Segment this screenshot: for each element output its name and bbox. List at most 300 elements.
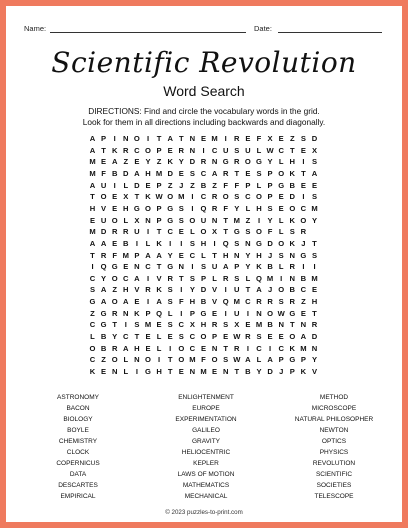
grid-letter: Q: [156, 308, 163, 318]
grid-letter: N: [234, 250, 240, 260]
grid-letter: I: [191, 203, 194, 213]
grid-letter: A: [245, 355, 251, 365]
grid-letter: H: [123, 285, 129, 295]
grid-letter: T: [212, 250, 217, 260]
grid-letter: P: [212, 332, 218, 342]
grid-letter: O: [289, 332, 296, 342]
grid-letter: P: [101, 134, 107, 143]
grid-letter: G: [222, 157, 229, 167]
grid-letter: D: [311, 134, 318, 143]
grid-letter: I: [313, 262, 316, 272]
grid-letter: G: [200, 308, 207, 318]
grid-letter: I: [180, 238, 183, 248]
grid-letter: D: [100, 227, 107, 237]
grid-letter: I: [191, 192, 194, 202]
grid-letter: E: [167, 145, 173, 155]
grid-letter: Z: [212, 180, 217, 190]
grid-letter: T: [156, 134, 162, 143]
grid-letter: P: [200, 273, 207, 283]
grid-letter: E: [145, 343, 151, 353]
grid-letter: Z: [245, 215, 251, 225]
word-list-item: ASTRONOMY: [57, 394, 99, 401]
grid-letter: W: [277, 308, 285, 318]
grid-letter: N: [123, 134, 129, 143]
grid-letter: M: [255, 320, 263, 330]
grid-letter: H: [200, 238, 207, 248]
grid-letter: Q: [222, 238, 229, 248]
grid-letter: R: [200, 157, 207, 167]
grid-letter: G: [100, 320, 107, 330]
grid-letter: R: [211, 320, 218, 330]
grid-letter: P: [267, 168, 273, 178]
grid-letter: Y: [256, 367, 262, 376]
grid-letter: I: [146, 297, 150, 307]
grid-letter: T: [167, 367, 173, 376]
grid-letter: G: [167, 203, 174, 213]
grid-letter: U: [134, 227, 140, 237]
grid-letter: T: [234, 168, 240, 178]
grid-letter: A: [156, 250, 162, 260]
grid-letter: C: [278, 145, 284, 155]
grid-letter: A: [167, 134, 173, 143]
word-list-item: EXPERIMENTATION: [175, 416, 237, 423]
grid-letter: K: [289, 343, 296, 353]
grid-letter: T: [312, 238, 317, 248]
word-list-item: TELESCOPE: [314, 493, 354, 500]
grid-letter: Z: [156, 157, 162, 167]
grid-letter: F: [101, 168, 106, 178]
grid-letter: E: [178, 250, 184, 260]
grid-letter: S: [167, 320, 173, 330]
grid-letter: T: [90, 250, 95, 260]
name-label: Name:: [24, 24, 47, 33]
grid-letter: L: [123, 367, 129, 376]
grid-letter: E: [123, 262, 129, 272]
grid-letter: O: [200, 332, 207, 342]
grid-letter: N: [289, 250, 296, 260]
grid-letter: I: [146, 227, 150, 237]
grid-letter: A: [145, 250, 151, 260]
grid-letter: N: [134, 262, 140, 272]
grid-letter: K: [156, 285, 162, 295]
grid-letter: L: [256, 145, 262, 155]
grid-letter: Y: [178, 157, 184, 167]
grid-letter: A: [311, 168, 318, 178]
grid-letter: Y: [101, 273, 107, 283]
grid-letter: O: [211, 355, 218, 365]
grid-letter: C: [123, 273, 129, 283]
grid-letter: B: [267, 320, 273, 330]
grid-letter: E: [245, 134, 251, 143]
grid-letter: E: [311, 180, 318, 190]
grid-letter: N: [211, 157, 218, 167]
grid-letter: L: [156, 343, 162, 353]
grid-letter: S: [311, 157, 318, 167]
grid-letter: Y: [311, 355, 318, 365]
grid-letter: C: [123, 332, 129, 342]
grid-letter: E: [101, 367, 107, 376]
grid-letter: Y: [245, 250, 251, 260]
grid-letter: G: [167, 215, 174, 225]
grid-letter: A: [300, 332, 307, 342]
grid-letter: M: [189, 355, 196, 365]
grid-letter: L: [256, 355, 262, 365]
grid-letter: S: [178, 332, 184, 342]
grid-letter: H: [156, 367, 162, 376]
grid-letter: O: [111, 273, 118, 283]
grid-letter: O: [278, 238, 285, 248]
grid-letter: R: [289, 262, 296, 272]
grid-letter: O: [145, 145, 151, 155]
grid-letter: P: [134, 250, 140, 260]
grid-letter: G: [256, 238, 262, 248]
grid-letter: X: [134, 215, 140, 225]
grid-letter: L: [278, 227, 284, 237]
grid-letter: C: [300, 285, 307, 295]
grid-letter: L: [278, 215, 284, 225]
grid-letter: S: [223, 320, 229, 330]
grid-letter: P: [245, 180, 251, 190]
grid-letter: N: [134, 355, 140, 365]
grid-letter: U: [100, 215, 107, 225]
grid-letter: D: [289, 192, 296, 202]
grid-letter: R: [100, 250, 107, 260]
grid-letter: A: [111, 157, 118, 167]
grid-letter: S: [89, 285, 96, 295]
grid-letter: C: [167, 227, 173, 237]
grid-letter: G: [89, 297, 96, 307]
grid-letter: T: [134, 192, 140, 202]
grid-letter: I: [180, 308, 183, 318]
grid-letter: S: [189, 238, 195, 248]
grid-letter: I: [257, 215, 261, 225]
grid-letter: N: [189, 134, 196, 143]
grid-letter: W: [233, 355, 241, 365]
grid-letter: Y: [112, 332, 118, 342]
grid-letter: U: [211, 262, 218, 272]
grid-letter: A: [256, 285, 262, 295]
grid-letter: R: [300, 227, 307, 237]
grid-letter: O: [111, 355, 118, 365]
worksheet: [6, 6, 402, 522]
grid-letter: H: [200, 320, 207, 330]
grid-letter: R: [234, 343, 240, 353]
grid-letter: N: [256, 308, 262, 318]
grid-letter: H: [134, 343, 140, 353]
grid-letter: E: [178, 367, 184, 376]
grid-letter: Y: [145, 157, 151, 167]
grid-letter: I: [91, 262, 94, 272]
word-list-item: DATA: [69, 471, 87, 478]
grid-letter: E: [245, 168, 251, 178]
grid-letter: L: [145, 238, 151, 248]
grid-letter: T: [301, 168, 306, 178]
grid-letter: B: [111, 168, 118, 178]
grid-letter: S: [256, 332, 262, 342]
grid-letter: A: [134, 273, 140, 283]
grid-letter: T: [178, 273, 184, 283]
grid-letter: T: [112, 320, 117, 330]
grid-letter: O: [256, 192, 262, 202]
grid-letter: Y: [311, 215, 318, 225]
word-list-item: COPERNICUS: [56, 460, 100, 467]
grid-letter: R: [145, 285, 151, 295]
grid-letter: J: [267, 250, 273, 260]
grid-letter: U: [200, 215, 207, 225]
grid-letter: N: [289, 273, 296, 283]
word-list-item: SCIENTIFIC: [315, 471, 353, 478]
grid-letter: V: [311, 367, 318, 376]
grid-letter: U: [222, 145, 229, 155]
grid-letter: M: [266, 273, 274, 283]
grid-letter: N: [178, 262, 185, 272]
grid-letter: M: [89, 168, 96, 178]
grid-letter: P: [156, 180, 162, 190]
grid-letter: E: [212, 367, 218, 376]
page-subtitle: Word Search: [163, 83, 245, 99]
word-column-2: [144, 392, 268, 502]
directions-line-2: Look for them in all directions including backwards and diagonally.: [82, 117, 326, 127]
grid-letter: K: [134, 308, 140, 318]
grid-letter: I: [302, 262, 305, 272]
grid-letter: I: [224, 134, 227, 143]
grid-letter: C: [89, 355, 96, 365]
grid-letter: T: [312, 308, 317, 318]
grid-letter: M: [155, 168, 163, 178]
grid-letter: N: [211, 215, 218, 225]
grid-letter: S: [223, 355, 229, 365]
grid-letter: M: [122, 250, 129, 260]
grid-letter: T: [289, 145, 295, 155]
word-list-item: HELIOCENTRIC: [181, 449, 231, 456]
grid-letter: T: [134, 332, 140, 342]
grid-letter: E: [278, 192, 284, 202]
grid-letter: C: [134, 145, 140, 155]
grid-letter: S: [311, 192, 318, 202]
grid-letter: I: [224, 285, 227, 295]
grid-letter: G: [300, 250, 307, 260]
word-list-item: NATURAL PHILOSOPHER: [294, 416, 374, 423]
grid-letter: K: [289, 168, 296, 178]
grid-letter: I: [146, 134, 150, 143]
grid-letter: L: [123, 180, 129, 190]
grid-letter: O: [100, 192, 107, 202]
grid-letter: I: [246, 308, 249, 318]
grid-letter: B: [123, 238, 129, 248]
grid-letter: G: [167, 262, 174, 272]
grid-letter: E: [101, 157, 107, 167]
grid-letter: L: [245, 273, 251, 283]
grid-letter: V: [134, 285, 140, 295]
grid-letter: K: [145, 192, 151, 202]
word-list-item: MICROSCOPE: [311, 405, 357, 412]
grid-letter: R: [222, 168, 229, 178]
grid-letter: O: [145, 203, 151, 213]
name-line: [50, 32, 246, 33]
grid-letter: K: [111, 145, 118, 155]
grid-letter: I: [169, 238, 172, 248]
grid-letter: R: [178, 145, 185, 155]
grid-letter: O: [145, 355, 151, 365]
grid-letter: C: [211, 145, 218, 155]
grid-letter: L: [212, 273, 217, 283]
grid-letter: M: [211, 134, 218, 143]
grid-letter: B: [100, 332, 107, 342]
grid-letter: F: [201, 355, 206, 365]
grid-letter: T: [156, 227, 162, 237]
grid-letter: N: [189, 367, 196, 376]
grid-letter: R: [234, 134, 240, 143]
grid-letter: Q: [100, 262, 107, 272]
grid-letter: X: [311, 145, 318, 155]
grid-letter: H: [145, 168, 151, 178]
grid-letter: K: [256, 262, 262, 272]
grid-letter: S: [234, 238, 240, 248]
grid-letter: E: [212, 308, 218, 318]
grid-letter: O: [178, 343, 185, 353]
grid-letter: D: [134, 180, 140, 190]
grid-letter: G: [100, 308, 107, 318]
grid-letter: V: [101, 203, 107, 213]
grid-letter: J: [279, 367, 284, 376]
word-list-item: BIOLOGY: [63, 416, 93, 423]
grid-letter: H: [189, 297, 196, 307]
grid-letter: S: [311, 250, 318, 260]
grid-letter: K: [289, 238, 296, 248]
grid-letter: Z: [90, 308, 95, 318]
grid-letter: U: [100, 180, 107, 190]
grid-letter: K: [156, 238, 162, 248]
grid-letter: R: [111, 227, 118, 237]
grid-letter: L: [278, 262, 284, 272]
grid-letter: L: [90, 332, 95, 342]
grid-letter: I: [135, 238, 138, 248]
grid-letter: P: [156, 145, 162, 155]
grid-letter: N: [189, 145, 196, 155]
grid-letter: S: [178, 203, 184, 213]
grid-letter: P: [289, 367, 295, 376]
grid-letter: N: [311, 343, 318, 353]
grid-letter: B: [200, 297, 207, 307]
grid-letter: O: [200, 227, 207, 237]
grid-letter: I: [280, 273, 283, 283]
grid-letter: M: [233, 297, 240, 307]
grid-letter: S: [189, 273, 195, 283]
grid-letter: I: [113, 180, 116, 190]
grid-letter: P: [156, 203, 162, 213]
grid-letter: S: [300, 134, 306, 143]
grid-letter: X: [189, 320, 195, 330]
word-list-item: MATHEMATICS: [182, 482, 230, 489]
grid-letter: T: [245, 285, 251, 295]
grid-letter: D: [267, 367, 273, 376]
grid-letter: T: [223, 227, 228, 237]
grid-letter: R: [167, 273, 173, 283]
grid-letter: M: [300, 343, 307, 353]
grid-letter: R: [123, 145, 129, 155]
grid-letter: L: [245, 203, 251, 213]
grid-letter: H: [256, 250, 262, 260]
word-list-item: REVOLUTION: [312, 460, 356, 467]
grid-letter: E: [267, 332, 273, 342]
grid-letter: T: [156, 262, 162, 272]
grid-letter: T: [178, 134, 184, 143]
grid-letter: C: [189, 343, 196, 353]
grid-letter: E: [245, 320, 251, 330]
grid-letter: Z: [123, 157, 129, 167]
word-list-item: NEWTON: [319, 427, 349, 434]
grid-letter: Z: [301, 297, 306, 307]
grid-letter: R: [111, 308, 118, 318]
grid-letter: E: [112, 238, 118, 248]
grid-letter: X: [212, 227, 218, 237]
grid-letter: R: [311, 320, 318, 330]
grid-letter: I: [302, 192, 305, 202]
grid-letter: L: [278, 157, 284, 167]
grid-letter: P: [234, 262, 240, 272]
grid-letter: P: [156, 215, 162, 225]
grid-letter: N: [145, 215, 151, 225]
grid-letter: C: [245, 192, 251, 202]
grid-letter: G: [133, 203, 140, 213]
grid-letter: G: [233, 227, 240, 237]
grid-letter: N: [222, 367, 229, 376]
grid-letter: A: [134, 168, 140, 178]
grid-letter: B: [300, 273, 307, 283]
grid-letter: F: [267, 227, 273, 237]
grid-letter: S: [167, 297, 173, 307]
grid-letter: C: [178, 320, 185, 330]
grid-letter: S: [234, 273, 240, 283]
grid-letter: R: [234, 157, 240, 167]
word-list-item: GRAVITY: [191, 438, 221, 445]
grid-letter: N: [245, 238, 251, 248]
grid-letter: O: [189, 215, 196, 225]
grid-letter: S: [189, 168, 195, 178]
grid-letter: A: [89, 145, 96, 155]
grid-letter: H: [256, 203, 262, 213]
grid-letter: T: [223, 215, 228, 225]
grid-letter: I: [191, 262, 194, 272]
grid-letter: X: [234, 320, 240, 330]
grid-letter: A: [156, 297, 162, 307]
grid-letter: B: [267, 262, 273, 272]
grid-letter: O: [278, 285, 285, 295]
grid-letter: E: [89, 215, 96, 225]
grid-letter: I: [180, 285, 183, 295]
word-list-item: CLOCK: [66, 449, 90, 456]
word-column-3: [272, 392, 396, 502]
grid-letter: B: [100, 343, 107, 353]
grid-letter: E: [178, 168, 184, 178]
grid-letter: J: [301, 238, 306, 248]
grid-letter: Q: [256, 273, 262, 283]
grid-letter: O: [256, 227, 262, 237]
grid-letter: A: [100, 285, 107, 295]
grid-letter: C: [89, 273, 96, 283]
grid-letter: T: [234, 367, 240, 376]
grid-letter: R: [211, 192, 218, 202]
grid-letter: S: [245, 227, 251, 237]
date-label: Date:: [254, 24, 272, 33]
grid-letter: R: [222, 273, 229, 283]
grid-letter: K: [300, 367, 307, 376]
grid-letter: P: [189, 308, 195, 318]
grid-letter: L: [201, 250, 206, 260]
grid-letter: Q: [200, 203, 207, 213]
grid-letter: M: [200, 367, 207, 376]
grid-letter: P: [267, 180, 273, 190]
